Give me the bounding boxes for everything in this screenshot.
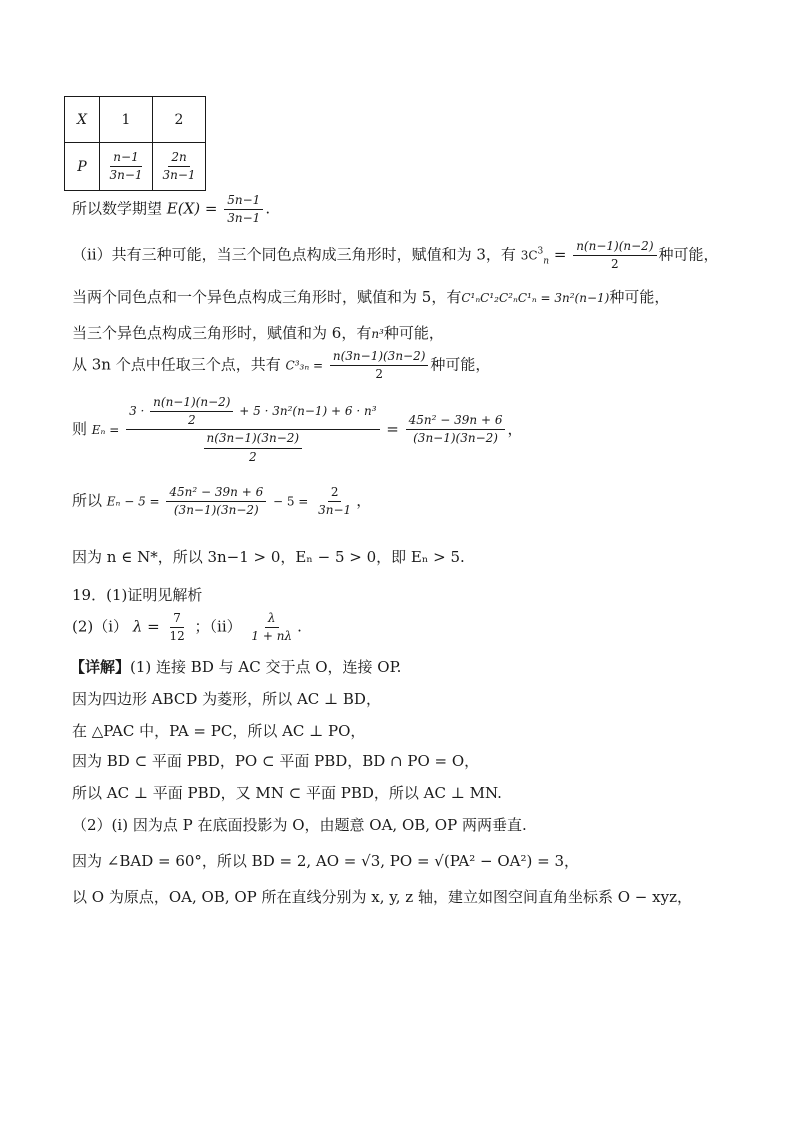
case1-text: （ⅱ）共有三种可能，当三个同色点构成三角形时，赋值和为 3，有 — [72, 245, 516, 264]
distribution-table — [64, 96, 206, 191]
formula-big-numerator — [126, 396, 379, 430]
formula-top-den: 2 — [188, 413, 196, 428]
difference-line — [72, 486, 371, 517]
formula-result-den: (3n−1)(3n−2) — [413, 431, 498, 446]
expectation-numerator: 5n−1 — [224, 194, 263, 210]
table-header-1: 1 — [100, 97, 153, 143]
total-choices-line — [72, 350, 490, 381]
diff-denominator2: 3n−1 — [318, 503, 352, 518]
table-header-x: X — [65, 97, 100, 143]
case1-lhs: 3C — [520, 248, 538, 263]
p1-denominator: 3n−1 — [109, 168, 143, 182]
formula-top-b: + 5 · 3n²(n−1) + 6 · n³ — [239, 404, 377, 419]
total-end: 种可能， — [430, 355, 491, 374]
detail-line-8: 以 O 为原点，OA, OB, OP 所在直线分别为 x, y, z 轴，建立如图空间直角坐标系 O − xyz， — [72, 888, 692, 906]
formula-bot-den: 2 — [248, 449, 257, 464]
diff-numerator: 45n² − 39n + 6 — [166, 486, 266, 502]
diff-denominator: (3n−1)(3n−2) — [173, 503, 259, 518]
diff-lhs: Eₙ − 5 = — [106, 494, 160, 509]
case3-end: 种可能， — [383, 324, 444, 342]
total-numerator: n(3n−1)(3n−2) — [330, 350, 429, 366]
detail-line-4: 因为 BD ⊂ 平面 PBD，PO ⊂ 平面 PBD，BD ∩ PO = O， — [72, 752, 480, 770]
diff-text: 所以 — [72, 491, 103, 510]
case3-math: n³ — [371, 327, 384, 341]
expectation-line — [72, 194, 270, 225]
p2-denominator: 3n−1 — [162, 168, 196, 182]
question-19-heading: 19．(1)证明见解析 — [72, 586, 203, 604]
formula-big-denominator — [199, 430, 308, 463]
formula-end: ， — [507, 419, 523, 438]
detail-line-1 — [70, 656, 401, 677]
formula-eq: = — [386, 419, 399, 438]
detail-tag: 【详解】 — [70, 658, 131, 676]
table-cell-p1 — [100, 143, 153, 191]
case2-end: 种可能， — [609, 288, 670, 306]
answer-num2: λ — [265, 612, 279, 628]
detail-line-6: （2）(i) 因为点 P 在底面投影为 O，由题意 OA, OB, OP 两两垂直. — [72, 816, 527, 834]
table-row-label-p: P — [65, 143, 100, 191]
answer-2-line — [72, 612, 302, 643]
total-denominator: 2 — [375, 367, 383, 382]
case1-denominator: 2 — [611, 257, 619, 272]
expected-value-formula — [72, 396, 522, 464]
p2-numerator: 2n — [168, 151, 189, 167]
formula-lhs: Eₙ = — [91, 422, 120, 437]
expectation-lhs: E(X) = — [166, 199, 218, 218]
case-all-different — [72, 322, 444, 343]
answer-part-ii: ；（ii） — [194, 617, 242, 636]
case2-text: 当两个同色点和一个异色点构成三角形时，赋值和为 5，有 — [72, 288, 462, 306]
case1-sup: 3 — [537, 246, 544, 257]
p1-numerator: n−1 — [110, 151, 141, 167]
case3-text: 当三个异色点构成三角形时，赋值和为 6，有 — [72, 324, 372, 342]
detail-line-2: 因为四边形 ABCD 为菱形，所以 AC ⊥ BD， — [72, 690, 381, 708]
formula-top-num: n(n−1)(n−2) — [150, 396, 233, 412]
total-lhs: C³₃ₙ = — [285, 358, 324, 373]
formula-bot-num: n(3n−1)(3n−2) — [204, 432, 303, 448]
answer-part-i: (2)（i） — [72, 617, 129, 636]
formula-result-num: 45n² − 39n + 6 — [406, 414, 506, 430]
case1-end: 种可能， — [658, 245, 719, 264]
detail-text-1: (1) 连接 BD 与 AC 交于点 O，连接 OP. — [130, 658, 402, 676]
answer-den: 12 — [169, 629, 185, 644]
case1-numerator: n(n−1)(n−2) — [573, 240, 656, 256]
conclusion-line: 因为 n ∈ N*，所以 3n−1 > 0，Eₙ − 5 > 0，即 Eₙ > 5. — [72, 548, 465, 566]
total-text: 从 3n 个点中任取三个点，共有 — [72, 355, 281, 374]
formula-text: 则 — [72, 419, 88, 438]
answer-den2: 1 + nλ — [251, 629, 293, 644]
detail-line-3: 在 △PAC 中，PA = PC，所以 AC ⊥ PO， — [72, 722, 366, 740]
answer-end: . — [297, 617, 302, 636]
detail-line-5: 所以 AC ⊥ 平面 PBD，又 MN ⊂ 平面 PBD，所以 AC ⊥ MN. — [72, 784, 502, 802]
case1-sub: n — [543, 256, 550, 267]
expectation-text: 所以数学期望 — [72, 199, 163, 218]
expectation-denominator: 3n−1 — [227, 211, 261, 226]
table-cell-p2 — [153, 143, 206, 191]
diff-numerator2: 2 — [328, 486, 342, 502]
case2-math: C¹ₙC¹₂C²ₙC¹ₙ = 3n²(n−1) — [461, 291, 610, 305]
diff-mid: − 5 = — [272, 494, 309, 509]
detail-line-7: 因为 ∠BAD = 60°，所以 BD = 2, AO = √3, PO = √(PA² − OA²) = 3， — [72, 852, 579, 870]
case1-eq: = — [553, 245, 567, 264]
case-three-same-color — [72, 240, 719, 271]
case-two-same-color — [72, 286, 669, 307]
diff-end: ， — [356, 491, 372, 510]
answer-num: 7 — [170, 612, 184, 628]
formula-top-a: 3 · — [129, 404, 145, 419]
table-header-2: 2 — [153, 97, 206, 143]
answer-lambda-lhs: λ = — [132, 617, 160, 636]
expectation-end: . — [265, 199, 271, 218]
